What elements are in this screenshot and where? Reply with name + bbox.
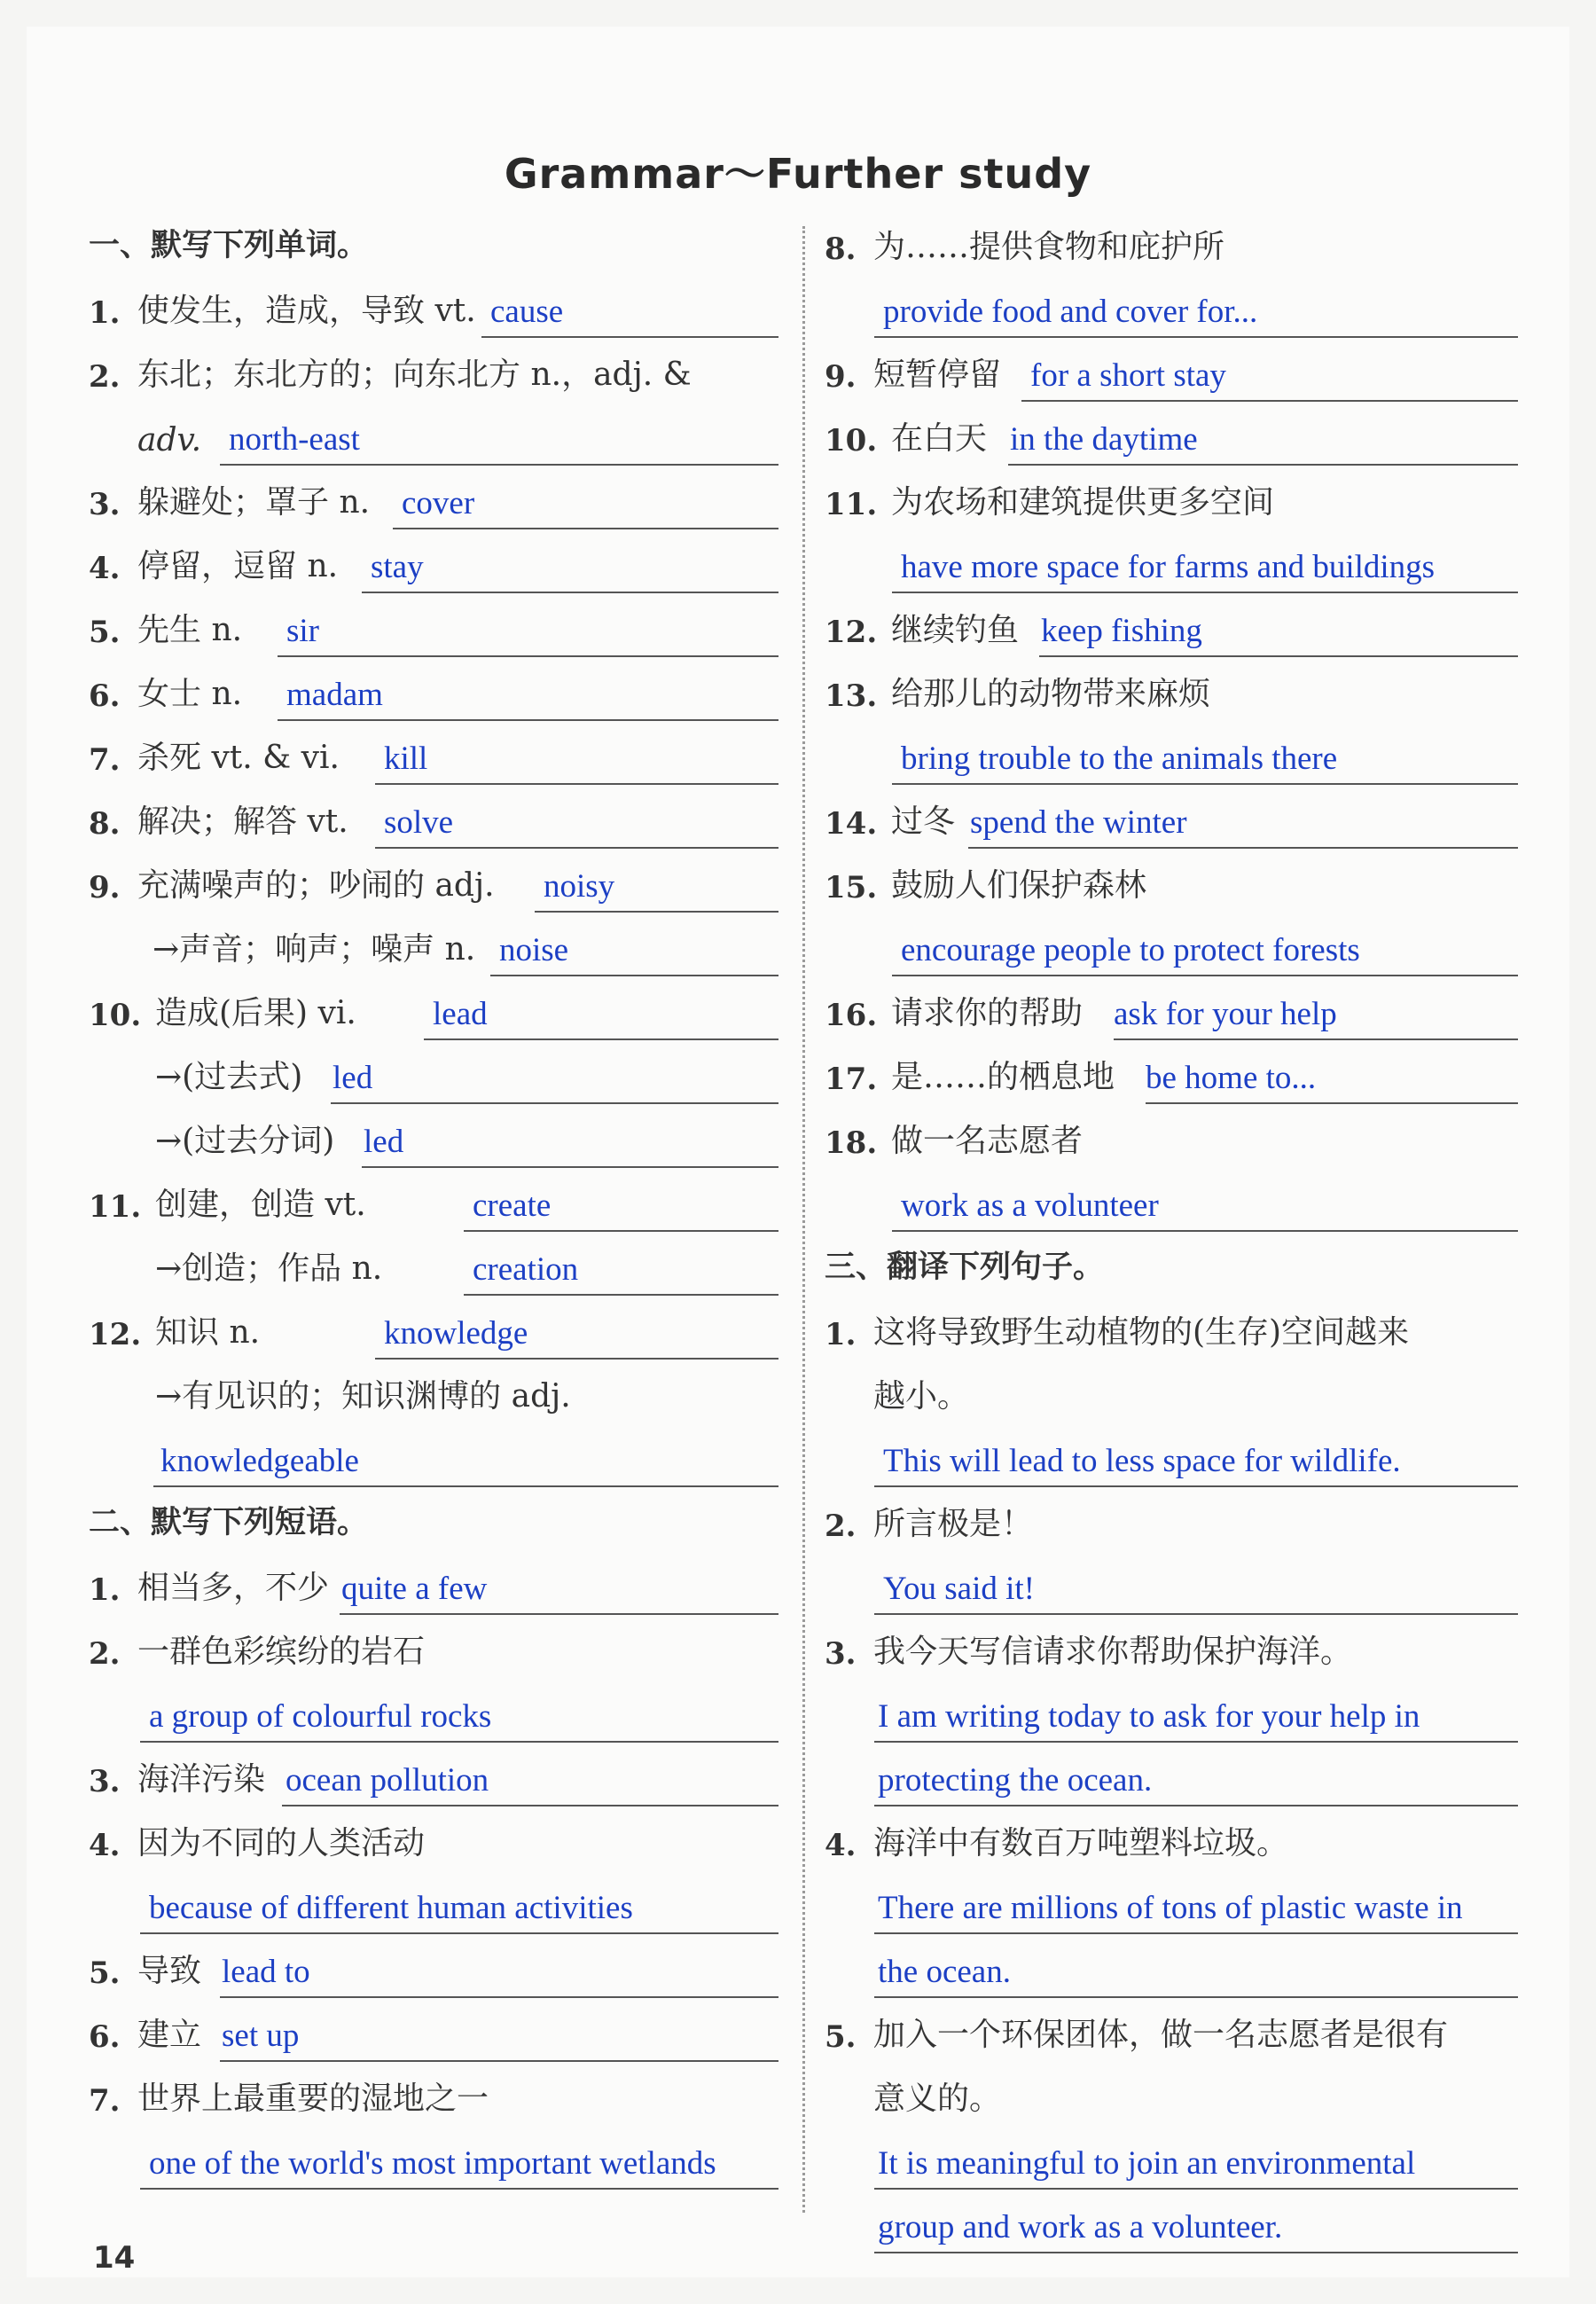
answer-text: create <box>473 1187 552 1224</box>
answer-blank[interactable] <box>481 290 778 338</box>
answer-blank[interactable] <box>874 1759 1518 1806</box>
answer-blank[interactable] <box>874 1886 1518 1934</box>
item-prompt-cont: adv. <box>137 422 202 458</box>
answer-text: kill <box>384 741 428 777</box>
item-number: 3. <box>825 1636 857 1672</box>
left-column <box>89 226 778 2191</box>
item-number: 8. <box>825 231 857 267</box>
section3-heading: 三、翻译下列句子。 <box>825 1250 1105 1285</box>
answer-blank[interactable] <box>874 1439 1518 1487</box>
list-item-continued <box>825 2191 1518 2255</box>
item-prompt: 解决；解答 vt. <box>137 803 348 840</box>
item-prompt-cont: 意义的。 <box>873 2081 1002 2117</box>
answer-blank[interactable] <box>874 2206 1518 2253</box>
list-item-derived <box>89 1106 778 1170</box>
item-prompt: 继续钓鱼 <box>891 612 1020 648</box>
item-prompt: 短暂停留 <box>873 357 1002 393</box>
answer-text: lead <box>433 996 488 1032</box>
item-prompt: 充满噪声的；吵闹的 adj. <box>137 867 495 904</box>
item-prompt: 在白天 <box>891 420 988 457</box>
list-item-derived <box>89 1234 778 1297</box>
answer-blank[interactable] <box>424 992 778 1040</box>
list-item-continued <box>825 1872 1518 1936</box>
item-prompt: 鼓励人们保护森林 <box>891 867 1147 904</box>
item-number: 12. <box>89 1317 142 1352</box>
item-number: 2. <box>89 359 121 395</box>
list-item <box>89 850 778 914</box>
answer-blank[interactable] <box>1146 1056 1518 1104</box>
item-prompt: 做一名志愿者 <box>891 1123 1084 1159</box>
list-item <box>89 1617 778 1681</box>
answer-text: provide food and cover for... <box>883 294 1258 330</box>
answer-text: noise <box>499 932 569 968</box>
item-number: 18. <box>825 1125 878 1161</box>
answer-text: creation <box>473 1251 579 1288</box>
item-number: 2. <box>825 1509 857 1544</box>
item-prompt: 因为不同的人类活动 <box>137 1825 426 1861</box>
list-item <box>825 1042 1518 1106</box>
list-item <box>89 723 778 787</box>
answer-blank[interactable] <box>331 1056 778 1104</box>
answer-text: led <box>332 1060 373 1096</box>
answer-text: knowledgeable <box>160 1443 359 1479</box>
list-item <box>89 1297 778 1361</box>
item-number: 4. <box>89 551 121 586</box>
answer-blank[interactable] <box>393 482 778 529</box>
list-item <box>825 467 1518 531</box>
answer-text: led <box>364 1124 404 1160</box>
list-item <box>825 226 1518 276</box>
item-number: 15. <box>825 870 878 905</box>
list-item <box>89 1936 778 2000</box>
answer-blank[interactable] <box>874 1695 1518 1743</box>
answer-blank[interactable] <box>968 801 1518 849</box>
answer-blank[interactable] <box>220 418 778 466</box>
item-prompt: →声音；响声；噪声 n. <box>153 931 476 968</box>
list-item-continued <box>825 1361 1518 1425</box>
answer-text: keep fishing <box>1041 613 1202 649</box>
answer-text: solve <box>384 804 454 841</box>
item-number: 11. <box>825 487 878 522</box>
answer-blank[interactable] <box>1021 354 1518 402</box>
item-prompt: →创造；作品 n. <box>155 1250 383 1287</box>
item-prompt: 是……的栖息地 <box>891 1059 1115 1095</box>
section1-heading-line <box>89 226 778 276</box>
list-item <box>825 978 1518 1042</box>
answer-blank[interactable] <box>140 2142 778 2190</box>
item-prompt: 停留，逗留 n. <box>137 548 339 584</box>
item-number: 3. <box>89 487 121 522</box>
item-prompt: 先生 n. <box>137 612 243 648</box>
answer-text: You said it! <box>883 1571 1035 1607</box>
answer-text: There are millions of tons of plastic waste in <box>878 1890 1463 1926</box>
answer-blank[interactable] <box>375 1312 778 1360</box>
answer-blank[interactable] <box>375 801 778 849</box>
answer-text: quite a few <box>341 1571 488 1607</box>
list-item-continued <box>825 2128 1518 2191</box>
list-item <box>825 2000 1518 2064</box>
list-item-continued <box>825 1681 1518 1744</box>
page-title: Grammar～Further study <box>504 150 1092 198</box>
answer-blank[interactable] <box>892 545 1518 593</box>
item-prompt: 我今天写信请求你帮助保护海洋。 <box>873 1634 1353 1670</box>
list-item <box>89 595 778 659</box>
item-prompt: 这将导致野生动植物的(生存)空间越来 <box>873 1314 1410 1351</box>
item-number: 9. <box>825 359 857 395</box>
answer-blank[interactable] <box>362 545 778 593</box>
item-prompt: 造成(后果) vi. <box>155 995 356 1031</box>
list-item-continued <box>825 1936 1518 2000</box>
list-item-continued <box>89 2128 778 2191</box>
section3-heading-line <box>825 1234 1518 1297</box>
answer-text: bring trouble to the animals there <box>901 741 1338 777</box>
answer-text: protecting the ocean. <box>878 1762 1153 1799</box>
item-number: 11. <box>89 1189 142 1225</box>
item-prompt: 使发生，造成，导致 vt. <box>137 293 476 329</box>
answer-text: a group of colourful rocks <box>149 1698 492 1735</box>
list-item-derived <box>89 1361 778 1425</box>
item-number: 1. <box>89 295 121 331</box>
answer-blank[interactable] <box>874 1950 1518 1998</box>
list-item-derived <box>89 914 778 978</box>
item-number: 13. <box>825 678 878 714</box>
list-item-derived <box>89 1042 778 1106</box>
item-prompt: 海洋中有数百万吨塑料垃圾。 <box>873 1825 1289 1861</box>
item-prompt: 知识 n. <box>155 1314 261 1351</box>
item-prompt: 世界上最重要的湿地之一 <box>137 2081 489 2117</box>
answer-text: madam <box>286 677 383 713</box>
answer-text: in the daytime <box>1010 421 1198 458</box>
item-number: 17. <box>825 1062 878 1097</box>
list-item <box>89 659 778 723</box>
list-item <box>89 1744 778 1808</box>
item-number: 2. <box>89 1636 121 1672</box>
list-item <box>825 1297 1518 1361</box>
list-item <box>825 659 1518 723</box>
answer-text: spend the winter <box>970 804 1187 841</box>
answer-blank[interactable] <box>278 609 778 657</box>
list-item <box>89 531 778 595</box>
list-item <box>825 404 1518 467</box>
item-number: 6. <box>89 678 121 714</box>
list-item-continued <box>825 2064 1518 2128</box>
list-item <box>89 276 778 340</box>
answer-blank[interactable] <box>874 290 1518 338</box>
answer-text: because of different human activities <box>149 1890 633 1926</box>
item-number: 16. <box>825 998 878 1033</box>
item-number: 1. <box>825 1317 857 1352</box>
item-prompt: 东北；东北方的；向东北方 n.，adj. & <box>137 357 692 393</box>
list-item-continued <box>89 1872 778 1936</box>
answer-text: stay <box>371 549 424 585</box>
answer-blank[interactable] <box>464 1248 778 1296</box>
section1-heading: 一、默写下列单词。 <box>89 228 369 263</box>
answer-blank[interactable] <box>220 1950 778 1998</box>
answer-text: have more space for farms and buildings <box>901 549 1436 585</box>
answer-text: I am writing today to ask for your help in <box>878 1698 1420 1735</box>
answer-blank[interactable] <box>140 1695 778 1743</box>
item-prompt: →有见识的；知识渊博的 adj. <box>155 1378 571 1415</box>
answer-blank[interactable] <box>892 1184 1518 1232</box>
list-item-continued <box>825 914 1518 978</box>
answer-text: cover <box>402 485 475 521</box>
answer-text: knowledge <box>384 1315 528 1352</box>
item-prompt: →(过去式) <box>155 1059 303 1095</box>
item-prompt: 相当多，不少 <box>137 1570 330 1606</box>
item-number: 10. <box>89 998 142 1033</box>
list-item <box>89 787 778 850</box>
list-item <box>825 850 1518 914</box>
item-prompt: 加入一个环保团体，做一名志愿者是很有 <box>873 2017 1449 2053</box>
list-item-continued <box>825 276 1518 340</box>
list-item-continued <box>89 1681 778 1744</box>
answer-blank[interactable] <box>340 1567 778 1615</box>
item-number: 10. <box>825 423 878 458</box>
answer-blank[interactable] <box>490 929 778 976</box>
answer-blank[interactable] <box>1039 609 1518 657</box>
answer-blank[interactable] <box>1008 418 1518 466</box>
list-item-continued <box>89 404 778 467</box>
item-prompt: 为……提供食物和庇护所 <box>873 229 1225 265</box>
list-item <box>825 595 1518 659</box>
list-item <box>89 1170 778 1234</box>
answer-text: the ocean. <box>878 1954 1011 1990</box>
answer-blank[interactable] <box>892 929 1518 976</box>
answer-blank[interactable] <box>362 1120 778 1168</box>
list-item-continued <box>89 1425 778 1489</box>
list-item <box>825 340 1518 404</box>
item-number: 1. <box>89 1572 121 1608</box>
answer-text: be home to... <box>1146 1060 1317 1096</box>
answer-text: encourage people to protect forests <box>901 932 1360 968</box>
list-item <box>89 978 778 1042</box>
section2-heading-line <box>89 1489 778 1553</box>
item-number: 9. <box>89 870 121 905</box>
list-item <box>89 340 778 404</box>
item-prompt: 建立 <box>137 2017 202 2053</box>
list-item <box>825 787 1518 850</box>
item-prompt: 杀死 vt. & vi. <box>137 740 340 776</box>
answer-text: ask for your help <box>1114 996 1337 1032</box>
item-prompt: 创建，创造 vt. <box>155 1187 366 1223</box>
item-prompt: 女士 n. <box>137 676 243 712</box>
answer-text: lead to <box>222 1954 310 1990</box>
list-item-continued <box>825 1170 1518 1234</box>
answer-text: sir <box>286 613 319 649</box>
list-item <box>89 1808 778 1872</box>
item-number: 5. <box>89 1955 121 1991</box>
list-item-continued <box>825 531 1518 595</box>
answer-blank[interactable] <box>892 737 1518 785</box>
list-item <box>825 1489 1518 1553</box>
item-number: 3. <box>89 1764 121 1799</box>
item-number: 4. <box>825 1828 857 1863</box>
answer-blank[interactable] <box>282 1759 778 1806</box>
answer-text: for a short stay <box>1030 357 1226 394</box>
item-prompt: 躲避处；罩子 n. <box>137 484 371 521</box>
answer-text: one of the world's most important wetlands <box>149 2145 716 2182</box>
answer-text: work as a volunteer <box>901 1187 1159 1224</box>
answer-text: noisy <box>544 868 615 905</box>
answer-blank[interactable] <box>220 2014 778 2062</box>
list-item-continued <box>825 1425 1518 1489</box>
list-item <box>825 1106 1518 1170</box>
item-number: 5. <box>825 2019 857 2055</box>
list-item-continued <box>825 1744 1518 1808</box>
answer-text: ocean pollution <box>286 1762 489 1799</box>
item-number: 14. <box>825 806 878 842</box>
item-prompt: 给那儿的动物带来麻烦 <box>891 676 1211 712</box>
answer-blank[interactable] <box>278 673 778 721</box>
item-number: 6. <box>89 2019 121 2055</box>
item-prompt: 导致 <box>137 1953 202 1989</box>
item-number: 7. <box>89 742 121 778</box>
item-prompt: 过冬 <box>891 803 956 840</box>
item-number: 4. <box>89 1828 121 1863</box>
item-number: 7. <box>89 2083 121 2119</box>
answer-blank[interactable] <box>464 1184 778 1232</box>
answer-blank[interactable] <box>375 737 778 785</box>
answer-blank[interactable] <box>874 2142 1518 2190</box>
right-column <box>825 226 1518 2255</box>
list-item <box>89 2000 778 2064</box>
column-divider <box>802 226 805 2213</box>
list-item <box>825 1808 1518 1872</box>
list-item-continued <box>825 723 1518 787</box>
list-item-continued <box>825 1553 1518 1617</box>
item-prompt-cont: 越小。 <box>873 1378 970 1415</box>
answer-text: north-east <box>229 421 360 458</box>
answer-text: group and work as a volunteer. <box>878 2209 1283 2245</box>
section2-heading: 二、默写下列短语。 <box>89 1505 369 1540</box>
answer-text: cause <box>490 294 564 330</box>
answer-blank[interactable] <box>874 1567 1518 1615</box>
item-prompt: →(过去分词) <box>155 1123 335 1159</box>
answer-blank[interactable] <box>140 1886 778 1934</box>
item-prompt: 请求你的帮助 <box>891 995 1084 1031</box>
list-item <box>89 2064 778 2128</box>
answer-text: It is meaningful to join an environmental <box>878 2145 1416 2182</box>
answer-text: This will lead to less space for wildlife. <box>883 1443 1401 1479</box>
answer-blank[interactable] <box>153 1439 778 1487</box>
item-prompt: 海洋污染 <box>137 1761 266 1798</box>
list-item <box>825 1617 1518 1681</box>
list-item <box>89 467 778 531</box>
list-item <box>89 1553 778 1617</box>
item-prompt: 一群色彩缤纷的岩石 <box>137 1634 426 1670</box>
item-prompt: 为农场和建筑提供更多空间 <box>891 484 1275 521</box>
answer-blank[interactable] <box>1114 992 1518 1040</box>
item-number: 12. <box>825 615 878 650</box>
answer-blank[interactable] <box>535 865 778 913</box>
page-number: 14 <box>93 2240 136 2276</box>
item-number: 5. <box>89 615 121 650</box>
item-number: 8. <box>89 806 121 842</box>
answer-text: set up <box>222 2018 300 2054</box>
item-prompt: 所言极是！ <box>873 1506 1034 1542</box>
